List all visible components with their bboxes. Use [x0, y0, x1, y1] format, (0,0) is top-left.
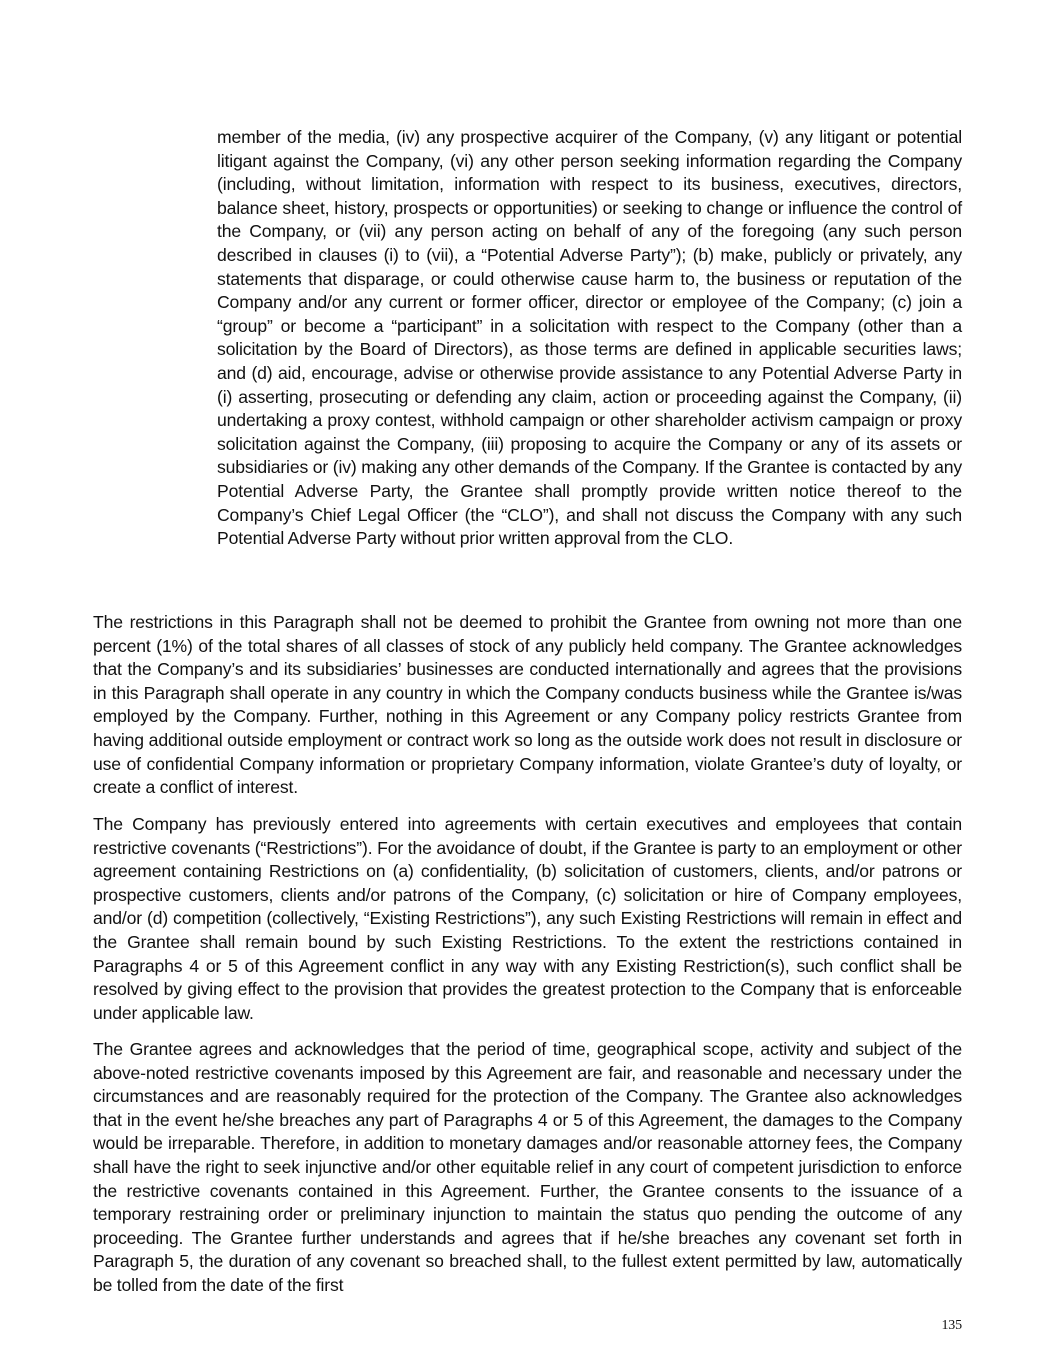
indented-paragraph: member of the media, (iv) any prospective acquirer of the Company, (v) any litigant or potential litigant against the Company, (vi) any other person seeking information regarding the Company (including, without limitation, information with respect to its business, executives, directors, balance sheet, history, prospects or opportunities) or seeking to change or influence the control of the Company, or (vii) any person acting on behalf of any of the foregoing (any such person described in clauses (i) to (vii), a “Potential Adverse Party”); (b) make, publicly or privately, any statements that disparage, or could otherwise cause harm to, the business or reputation of the Company and/or any current or former officer, director or employee of the Company; (c) join a “group” or become a “participant” in a solicitation with respect to the Company (other than a solicitation by the Board of Directors), as those terms are defined in applicable securities laws; and (d) aid, encourage, advise or otherwise provide assistance to any Potential Adverse Party in (i) asserting, prosecuting or defending any claim, action or proceeding against the Company, (ii) undertaking a proxy contest, withhold campaign or other shareholder activism campaign or proxy solicitation against the Company, (iii) proposing to acquire the Company or any of its assets or subsidiaries or (iv) making any other demands of the Company. If the Grantee is contacted by any Potential Adverse Party, the Grantee shall promptly provide written notice thereof to the Company’s Chief Legal Officer (the “CLO”), and shall not discuss the Company with any such Potential Adverse Party without prior written approval from the CLO.	[217, 127, 962, 549]
page-number: 135	[941, 1318, 962, 1333]
paragraph-existing-restrictions: The Company has previously entered into agreements with certain executives and employees that contain restrictive covenants (“Restrictions”). For the avoidance of doubt, if the Grantee is party to an employment or other agreement containing Restrictions on (a) confidentiality, (b) solicitation of customers, clients, and/or patrons or prospective customers, clients and/or patrons of the Company, (c) solicitation or hire of Company employees, and/or (d) competition (collectively, “Existing Restrictions”), any such Existing Restrictions will remain in effect and the Grantee shall remain bound by such Existing Restrictions. To the extent the restrictions contained in Paragraphs 4 or 5 of this Agreement conflict in any way with any Existing Restriction(s), such conflict shall be resolved by giving effect to the provision that provides the greatest protection to the Company that is enforceable under applicable law.	[93, 814, 962, 1023]
paragraph-ownership-restrictions: The restrictions in this Paragraph shall not be deemed to prohibit the Grantee from owning not more than one percent (1%) of the total shares of all classes of stock of any publicly held company. The Grantee acknowledges that the Company’s and its subsidiaries’ businesses are conducted internationally and agrees that the provisions in this Paragraph shall operate in any country in which the Company conducts business while the Grantee is/was employed by the Company. Further, nothing in this Agreement or any Company policy restricts Grantee from having additional outside employment or contract work so long as the outside work does not result in disclosure or use of confidential Company information or proprietary Company information, violate Grantee’s duty of loyalty, or create a conflict of interest.	[93, 612, 962, 798]
paragraph-acknowledgement-of-remedies: The Grantee agrees and acknowledges that the period of time, geographical scope, activity and subject of the above-noted restrictive covenants imposed by this Agreement are fair, and reasonable and necessary under the circumstances and are reasonably required for the protection of the Company. The Grantee also acknowledges that in the event he/she breaches any part of Paragraphs 4 or 5 of this Agreement, the damages to the Company would be irreparable. Therefore, in addition to monetary damages and/or reasonable attorney fees, the Company shall have the right to seek injunctive and/or other equitable relief in any court of competent jurisdiction to enforce the restrictive covenants contained in this Agreement. Further, the Grantee consents to the issuance of a temporary restraining order or preliminary injunction to maintain the status quo pending the outcome of any proceeding. The Grantee further understands and agrees that if he/she breaches any covenant set forth in Paragraph 5, the duration of any covenant so breached shall, to the fullest extent permitted by law, automatically be tolled from the date of the first	[93, 1039, 962, 1295]
